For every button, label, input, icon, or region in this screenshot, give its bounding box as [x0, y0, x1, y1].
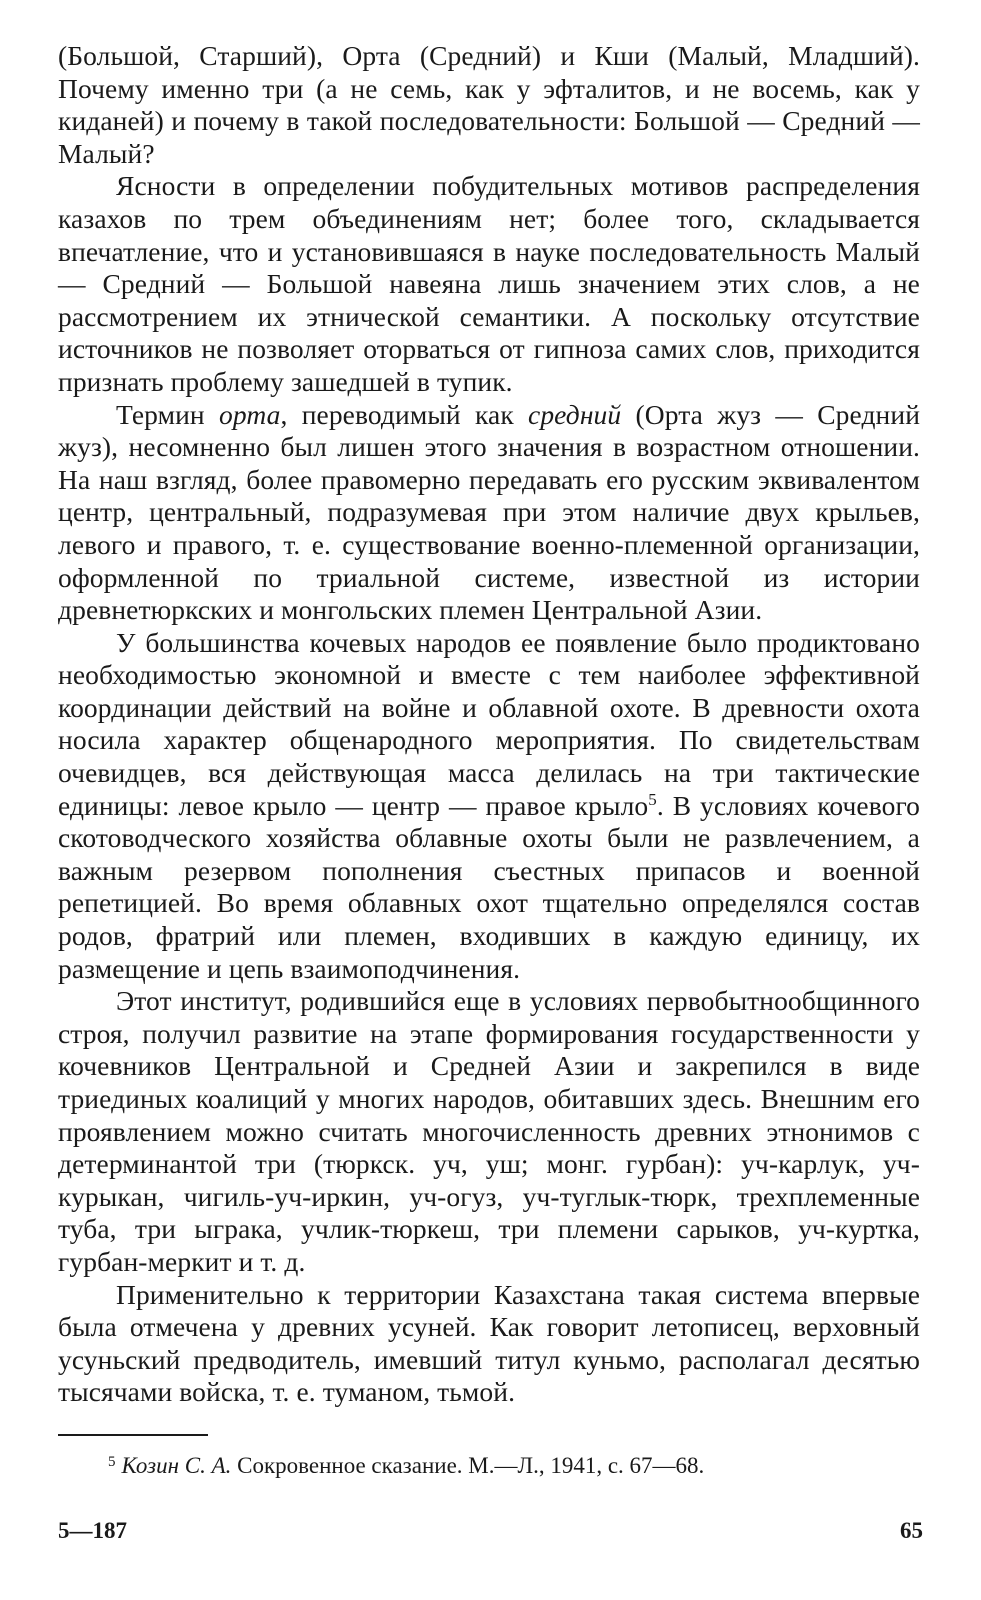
- paragraph: [58, 399, 920, 627]
- footnote-reference: 5: [648, 789, 657, 809]
- text-run: Ясности в определении побудительных мотивов распределения казахов по трем объединениям нет; более того, складывается впечатление, что и установившаяся в науке последовательность Малый — Средний — Большой навеяна лишь значением этих слов, а не рассмотрением их этнической семантики. А поскольку отсутствие источников не позволяет оторваться от гипноза самих слов, приходится признать проблему зашедшей в тупик.: [58, 170, 920, 397]
- text-run: Этот институт, родившийся еще в условиях первобытнообщинного строя, получил развитие на этапе формирования государственности у кочевников Центральной и Средней Азии и закрепился в виде триединых коалиций у многих народов, обитавших здесь. Внешним его проявлением можно считать многочисленность древних этнонимов с детерминантой три (тюркск. уч, уш; монг. гурбан): уч-карлук, уч-курыкан, чигиль-уч-иркин, уч-огуз, уч-туглык-тюрк, трехплеменные туба, три ыграка, учлик-тюркеш, три племени сарыков, уч-куртка, гурбан-меркит и т. д.: [58, 985, 920, 1277]
- text-run: , переводимый как: [280, 398, 529, 430]
- footnote-text: Сокровенное сказание. М.—Л., 1941, с. 67—68.: [231, 1453, 705, 1478]
- footnote: [108, 1448, 920, 1480]
- printer-signature: 5—187: [58, 1518, 127, 1543]
- text-run: У большинства кочевых народов ее появление было продиктовано необходимостью экономной и вместе с тем наиболее эффективной координации действий на войне и облавной охоте. В древности охота носила характер общенародного мероприятия. По свидетельствам очевидцев, вся действующая масса делилась на три тактические единицы: левое крыло — центр — правое крыло: [58, 626, 920, 821]
- page-number: 65: [900, 1518, 923, 1543]
- text-run: Термин: [116, 398, 219, 430]
- text-run: (Большой, Старший), Орта (Средний) и Кши (Малый, Младший). Почему именно три (а не семь, как у эфталитов, и не восемь, как у киданей) и почему в такой последовательности: Большой — Средний — Малый?: [58, 40, 920, 169]
- footnote-mark: 5: [108, 1454, 116, 1470]
- paragraph: [58, 985, 920, 1278]
- main-text: [58, 40, 920, 1409]
- text-run: (Орта жуз — Средний жуз), несомненно был лишен этого значения в возрастном отношении. На наш взгляд, более правомерно передавать его русским эквивалентом центр, центральный, подразумевая при этом наличие двух крыльев, левого и правого, т. е. существование военно-племенной организации, оформленной по триальной системе, известной из истории древнетюркских и монгольских племен Центральной Азии.: [58, 398, 921, 626]
- footnote-author: Козин С. А.: [121, 1453, 232, 1478]
- paragraph: [58, 40, 920, 170]
- text-run: . В условиях кочевого скотоводческого хозяйства облавные охоты были не развлечением, а важным резервом пополнения съестных припасов и военной репетицией. Во время облавных охот тщательно определялся состав родов, фратрий или племен, входивших в каждую единицу, их размещение и цепь взаимоподчинения.: [58, 789, 921, 984]
- paragraph: [58, 170, 920, 398]
- italic-term: средний: [528, 398, 622, 430]
- footnote-separator: [58, 1434, 208, 1436]
- italic-term: орта: [218, 398, 281, 430]
- text-run: Применительно к территории Казахстана такая система впервые была отмечена у древних усуней. Как говорит летописец, верховный усуньский предводитель, имевший титул куньмо, располагал десятью тысячами войска, т. е. туманом, тьмой.: [58, 1278, 920, 1408]
- paragraph: [58, 1279, 920, 1409]
- paragraph: [58, 627, 920, 986]
